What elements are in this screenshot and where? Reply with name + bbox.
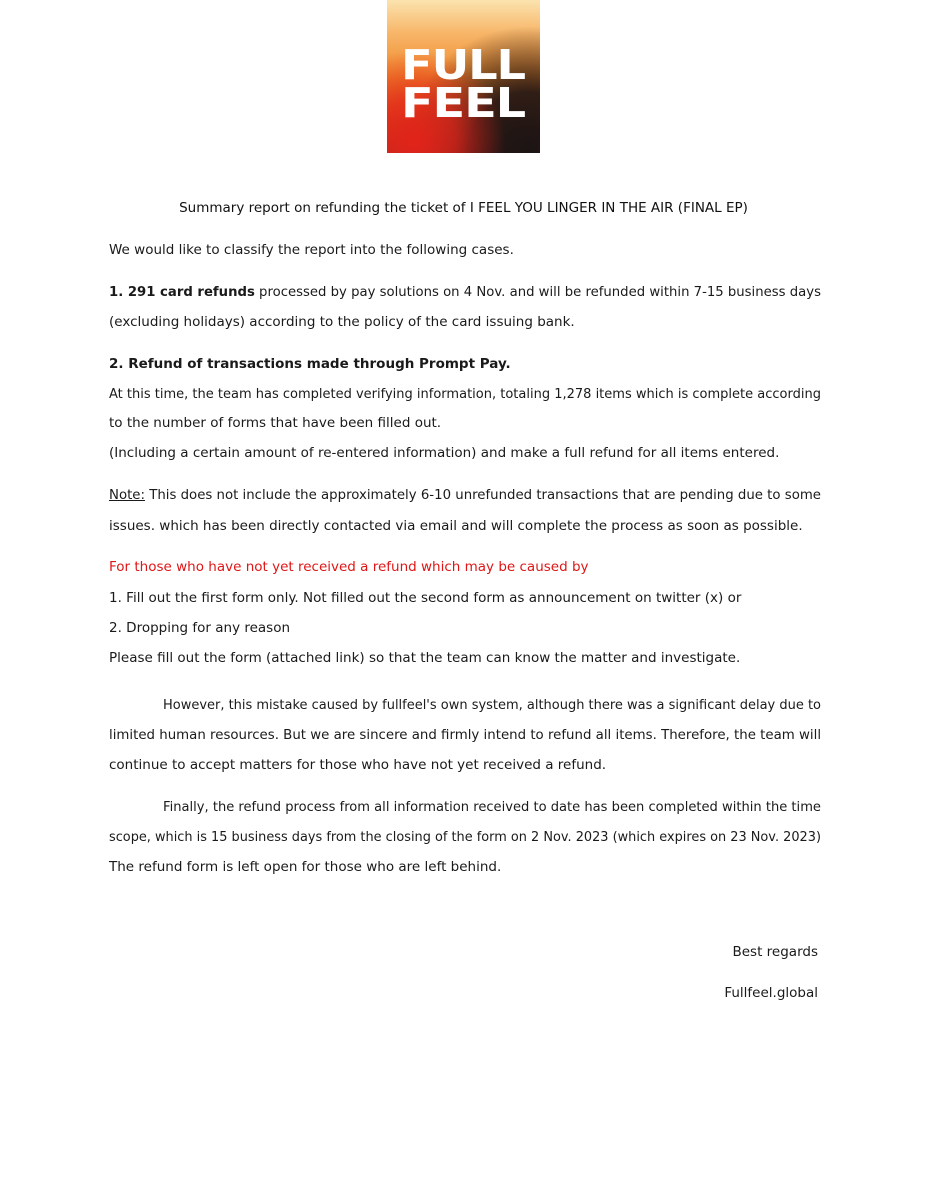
para1-line-2: limited human resources. But we are sincere and firmly intend to refund all items. Therefore, the team will [109, 727, 822, 743]
note-text-b: issues. which has been directly contacted via email and will complete the process as soon as possible. [109, 518, 803, 534]
closing-text: Best regards [732, 944, 818, 960]
case2-line-1: At this time, the team has completed verifying information, totaling 1,278 items which is complete according [109, 386, 821, 402]
para2-line-1: Finally, the refund process from all information received to date has been completed within the time [163, 799, 821, 815]
logo-line-2: FEEL [401, 79, 525, 127]
para2-line-3: The refund form is left open for those who are left behind. [109, 859, 502, 875]
fullfeel-logo [387, 0, 540, 153]
case1-text-b: (excluding holidays) according to the policy of the card issuing bank. [109, 314, 575, 330]
note-label: Note: [109, 487, 145, 503]
note-text-a: This does not include the approximately 6-10 unrefunded transactions that are pending due to some [144, 487, 821, 503]
case2-line-2: to the number of forms that have been filled out. [109, 415, 442, 431]
case1-text-a: processed by pay solutions on 4 Nov. and will be refunded within 7-15 business days [254, 284, 821, 300]
notice-instruction: Please fill out the form (attached link) so that the team can know the matter and investigate. [109, 650, 741, 666]
case2-line-3: (Including a certain amount of re-entered information) and make a full refund for all items entered. [109, 445, 780, 461]
fullfeel-logo-wordmark [387, 0, 540, 153]
notice-heading: For those who have not yet received a refund which may be caused by [109, 559, 589, 575]
logo-line-1: FULL [401, 41, 525, 89]
notice-item-1: 1. Fill out the first form only. Not filled out the second form as announcement on twitter (x) or [109, 590, 742, 606]
note-line-1 [109, 484, 821, 506]
para2-line-2: scope, which is 15 business days from the closing of the form on 2 Nov. 2023 (which expires on 23 Nov. 2023) [109, 829, 821, 845]
case2-heading: 2. Refund of transactions made through Prompt Pay. [109, 356, 511, 372]
case1-line-1 [109, 281, 821, 303]
para1-line-1: However, this mistake caused by fullfeel's own system, although there was a significant delay due to [163, 697, 821, 713]
notice-item-2: 2. Dropping for any reason [109, 620, 291, 636]
para1-line-3: continue to accept matters for those who have not yet received a refund. [109, 757, 607, 773]
signature-text: Fullfeel.global [724, 985, 818, 1001]
intro-text: We would like to classify the report into the following cases. [109, 242, 514, 258]
document-title: Summary report on refunding the ticket of I FEEL YOU LINGER IN THE AIR (FINAL EP) [179, 200, 748, 216]
case1-heading: 1. 291 card refunds [109, 284, 255, 300]
